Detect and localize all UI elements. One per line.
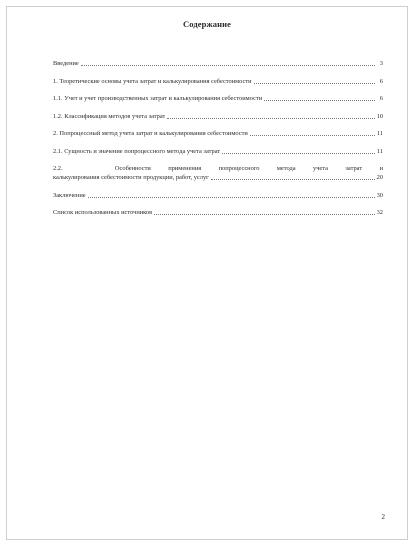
- toc-entry-number: 1.: [53, 77, 58, 85]
- toc-entry-page: 32: [376, 209, 383, 216]
- toc-entry-number: 1.1.: [53, 95, 63, 102]
- toc-entry-page: 3: [379, 60, 383, 67]
- table-of-contents: [53, 59, 383, 226]
- toc-entry-line-2: [53, 173, 383, 182]
- toc-entry-number: 2.1.: [53, 147, 63, 155]
- toc-leader-dots: [222, 153, 375, 154]
- toc-entry-text: Учет и учет производственных затрат и калькулирования себестоимости: [64, 95, 263, 102]
- toc-entry-text: Особенности применения попроцессного метода учета затрат и: [114, 165, 383, 172]
- toc-entry-text: Сущность и значение попроцессного метода учета затрат: [64, 147, 221, 155]
- toc-entry-text: Заключение: [53, 191, 86, 199]
- toc-entry-section-1-2[interactable]: [53, 112, 383, 121]
- toc-entry-conclusion[interactable]: [53, 191, 383, 200]
- toc-entry-page: 10: [376, 112, 383, 120]
- toc-entry-page: 11: [376, 147, 383, 155]
- toc-entry-section-2-1[interactable]: [53, 147, 383, 156]
- toc-entry-number: 2.2.: [53, 165, 63, 172]
- toc-entry-text: Попроцессный метод учета затрат и калькулирования себестоимости: [59, 130, 248, 137]
- toc-entry-section-1-1[interactable]: [53, 94, 383, 103]
- toc-leader-dots: [167, 118, 374, 119]
- toc-entry-chapter-2[interactable]: [53, 129, 383, 138]
- toc-entry-references[interactable]: [53, 208, 383, 217]
- toc-entry-text: Классификация методов учета затрат: [64, 112, 166, 120]
- toc-leader-dots: [154, 214, 374, 215]
- toc-entry-page: 11: [376, 130, 383, 137]
- toc-entry-text: Введение: [53, 60, 79, 67]
- toc-leader-dots: [254, 83, 375, 84]
- toc-leader-dots: [264, 100, 375, 101]
- toc-entry-page: 6: [379, 77, 383, 85]
- toc-entry-line-1: [53, 164, 383, 173]
- toc-entry-chapter-1[interactable]: [53, 77, 383, 86]
- toc-entry-number: 1.2.: [53, 112, 63, 120]
- toc-entry-number: 2.: [53, 130, 58, 137]
- toc-entry-text: Список использованных источников: [53, 209, 153, 216]
- toc-entry-introduction[interactable]: [53, 59, 383, 68]
- toc-leader-dots: [81, 65, 375, 66]
- toc-entry-text-continued: калькулирования себестоимости продукции, работ, услуг: [53, 174, 209, 181]
- toc-entry-page: 20: [376, 174, 383, 181]
- toc-leader-dots: [250, 135, 375, 136]
- document-page: [6, 6, 408, 540]
- toc-entry-page: 30: [376, 191, 383, 199]
- toc-entry-section-2-2[interactable]: [53, 164, 383, 182]
- toc-leader-dots: [211, 179, 375, 180]
- page-number: 2: [381, 513, 385, 521]
- page-title: Содержание: [183, 19, 231, 29]
- toc-leader-dots: [88, 197, 375, 198]
- toc-entry-page: 6: [379, 95, 383, 102]
- toc-entry-text: Теоретические основы учета затрат и калькулирования себестоимости: [59, 77, 252, 85]
